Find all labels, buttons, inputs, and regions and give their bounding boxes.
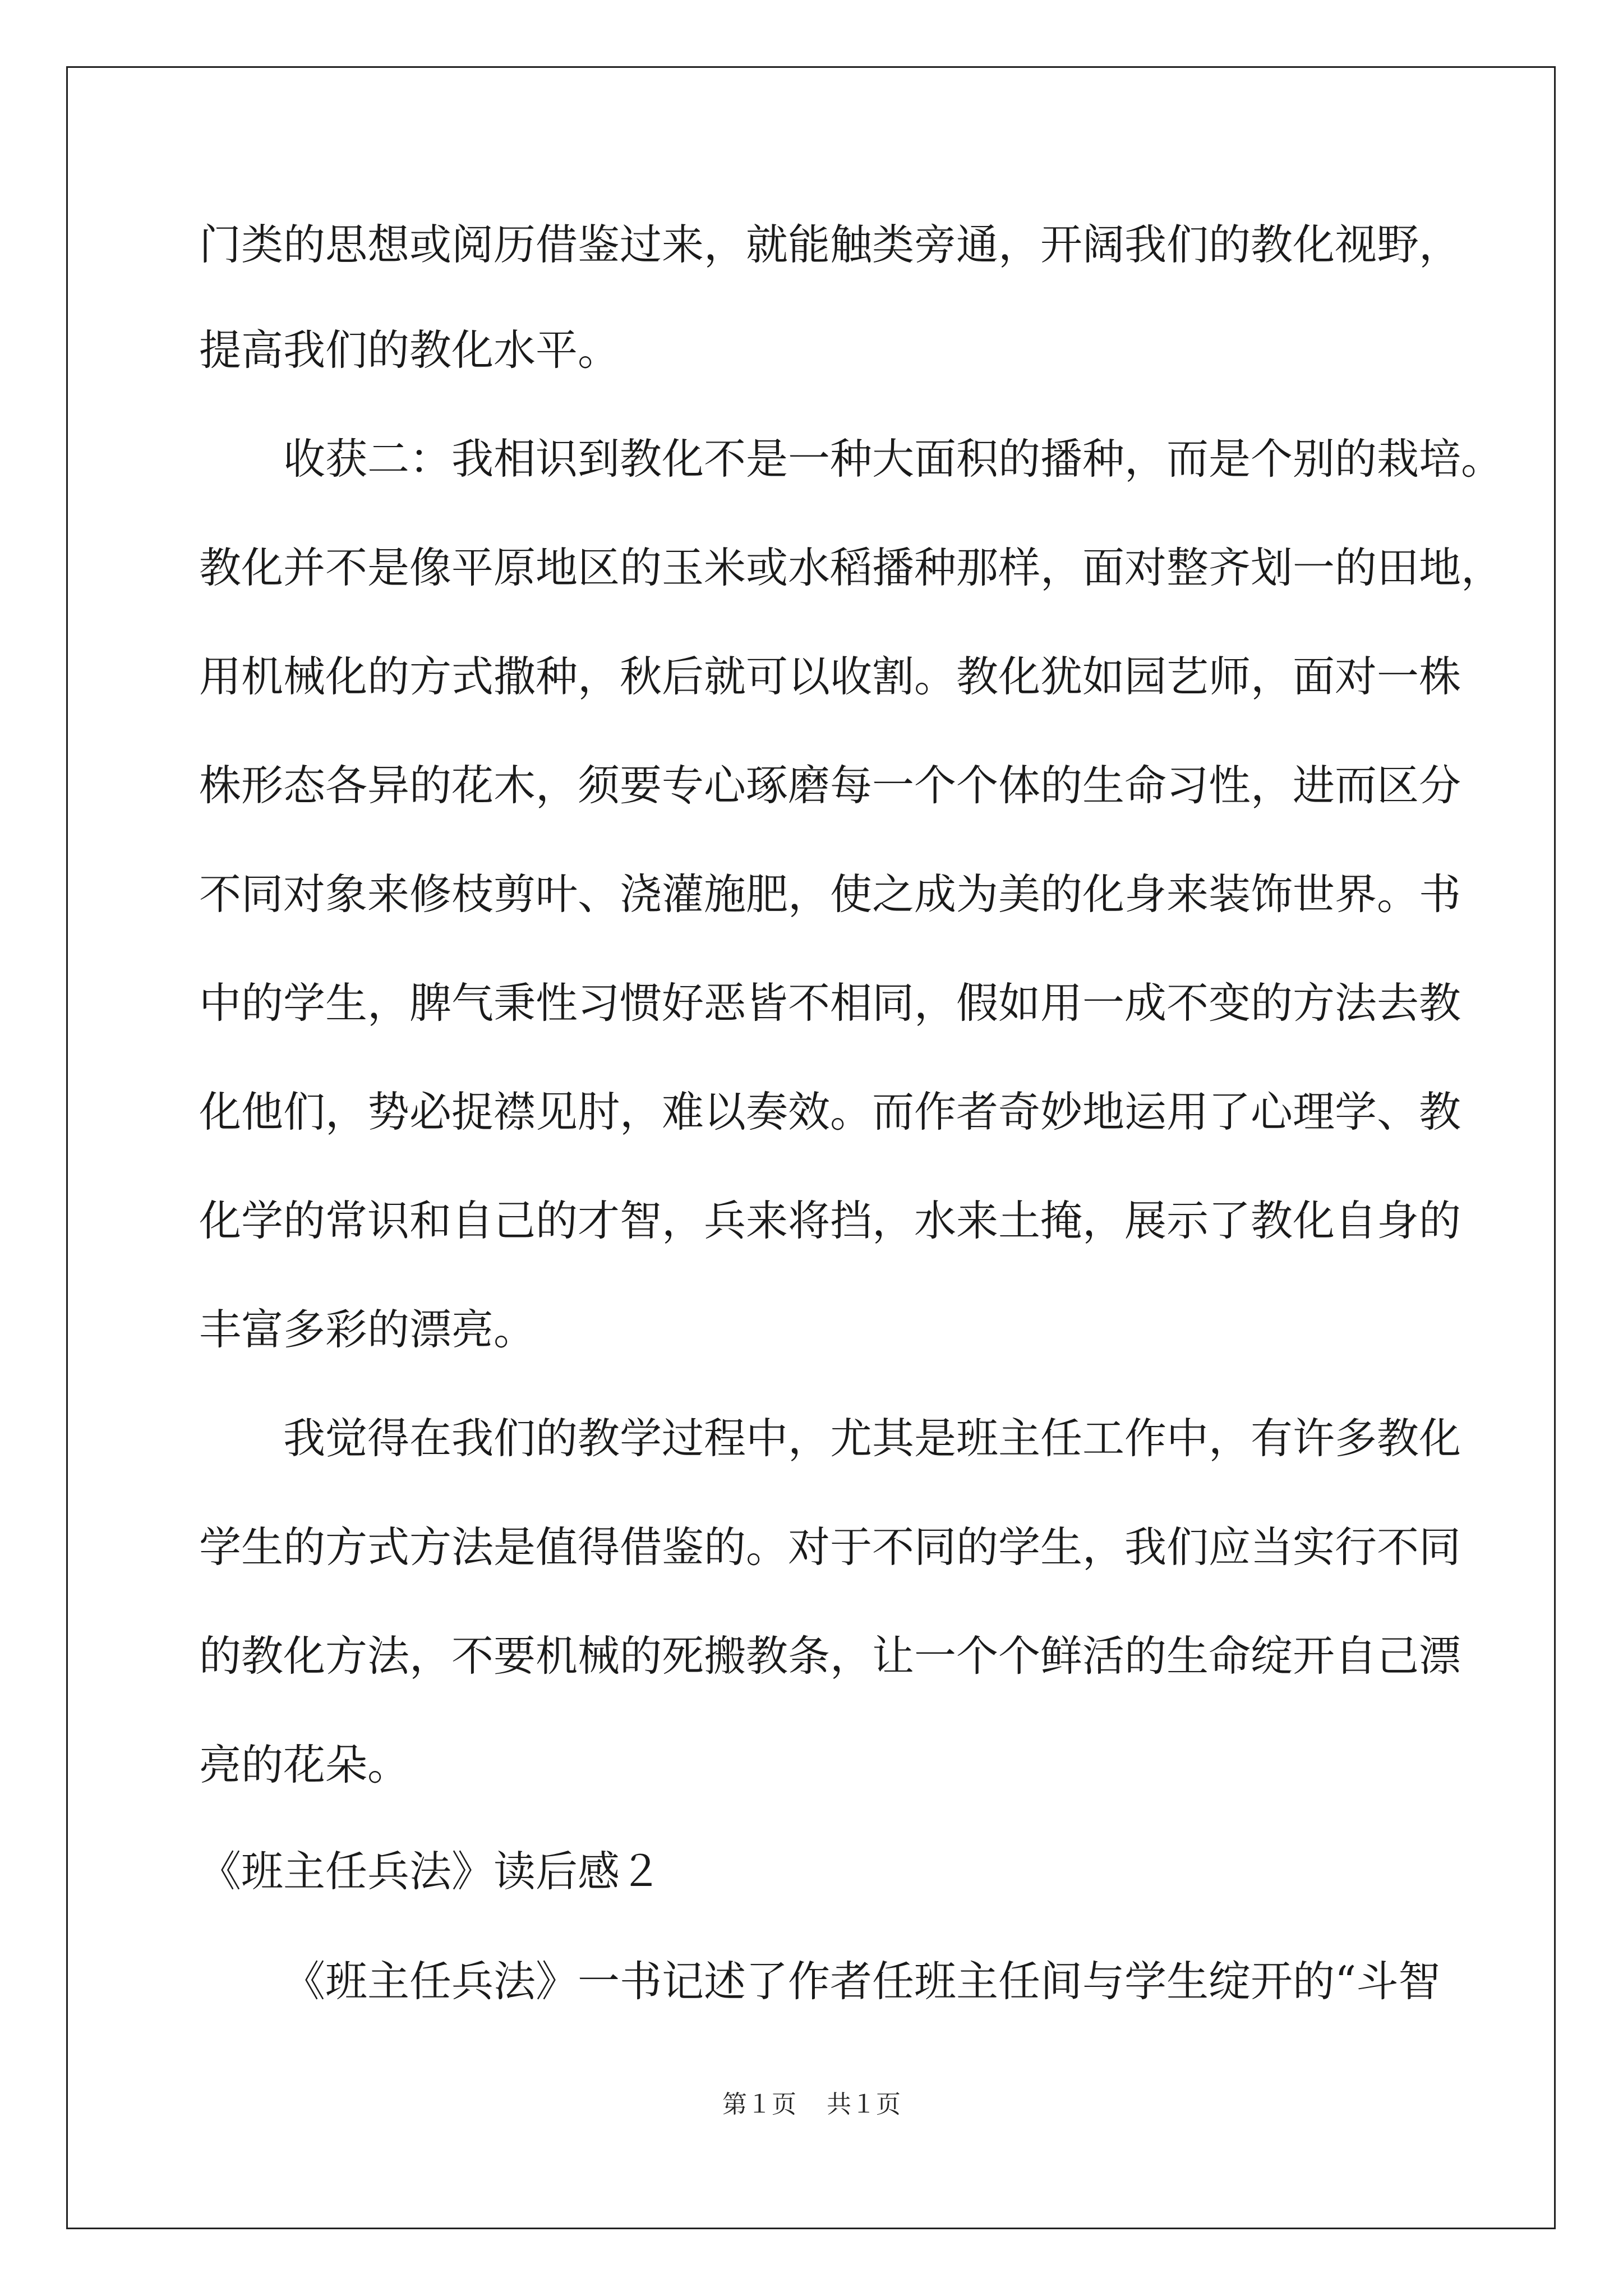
page-total: 共１页 xyxy=(827,2090,901,2119)
text-line: 中的学生，脾气秉性习惯好恶皆不相同，假如用一成不变的方法去教 xyxy=(199,978,1461,1028)
text-line: 提高我们的教化水平。 xyxy=(199,325,620,375)
text-line: 学生的方式方法是值得借鉴的。对于不同的学生，我们应当实行不同 xyxy=(199,1522,1461,1572)
section-heading: 《班主任兵法》读后感２ xyxy=(199,1847,662,1896)
text-line: 教化并不是像平原地区的玉米或水稻播种那样，面对整齐划一的田地， xyxy=(199,543,1504,592)
paragraph-start-line: 《班主任兵法》一书记述了作者任班主任间与学生绽开的“斗智 xyxy=(283,1957,1441,2006)
text-line: 门类的思想或阅历借鉴过来，就能触类旁通，开阔我们的教化视野， xyxy=(199,220,1461,269)
page-number: 第１页 xyxy=(722,2090,796,2119)
text-line: 不同对象来修枝剪叶、浇灌施肥，使之成为美的化身来装饰世界。书 xyxy=(199,869,1461,919)
text-line: 的教化方法，不要机械的死搬教条，让一个个鲜活的生命绽开自己漂 xyxy=(199,1631,1461,1681)
text-line: 株形态各异的花木，须要专心琢磨每一个个体的生命习性，进而区分 xyxy=(199,761,1461,810)
paragraph-start-line: 收获二：我相识到教化不是一种大面积的播种，而是个别的栽培。 xyxy=(283,434,1504,484)
text-line: 化学的常识和自己的才智，兵来将挡，水来土掩，展示了教化自身的 xyxy=(199,1196,1461,1245)
text-line: 亮的花朵。 xyxy=(199,1740,410,1789)
text-line: 化他们，势必捉襟见肘，难以奏效。而作者奇妙地运用了心理学、教 xyxy=(199,1087,1461,1137)
text-line: 用机械化的方式撒种，秋后就可以收割。教化犹如园艺师，面对一株 xyxy=(199,652,1461,701)
paragraph-start-line: 我觉得在我们的教学过程中，尤其是班主任工作中，有许多教化 xyxy=(283,1414,1461,1463)
text-line: 丰富多彩的漂亮。 xyxy=(199,1305,536,1354)
page-footer xyxy=(0,2088,1623,2122)
